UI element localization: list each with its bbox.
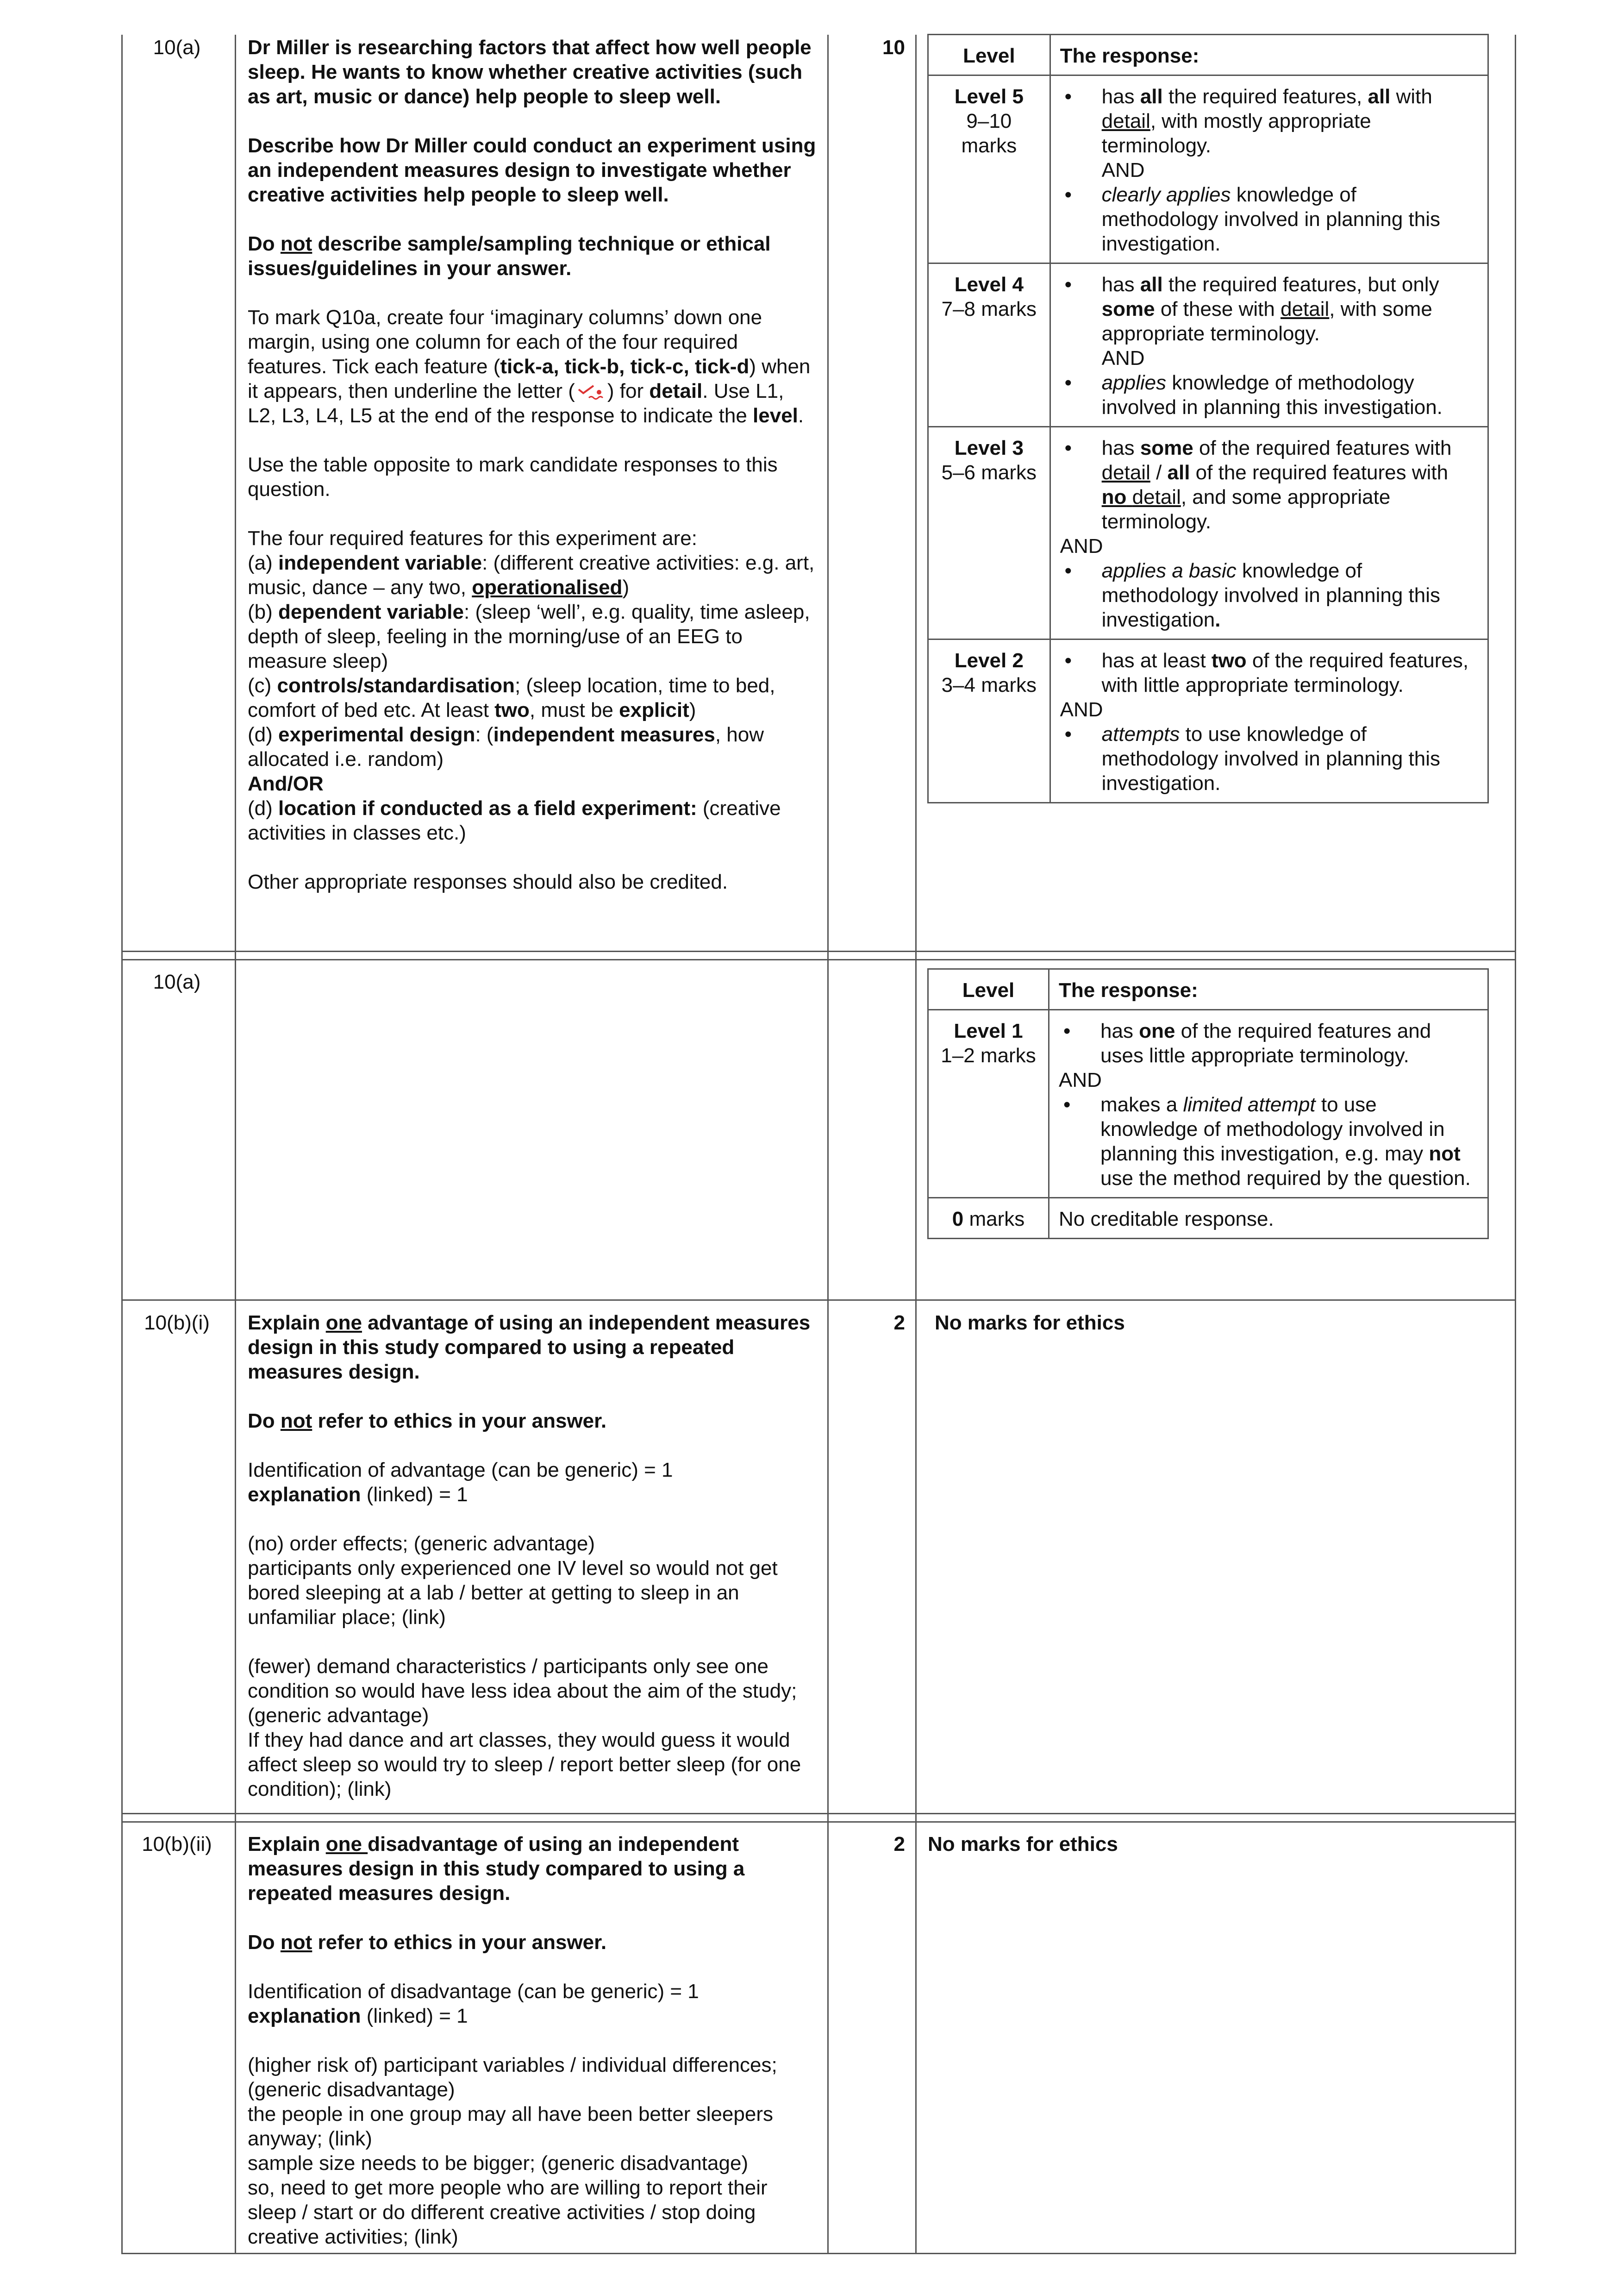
text: detail <box>1101 461 1150 484</box>
text: not <box>280 1410 312 1432</box>
text: detail <box>1101 110 1150 132</box>
text: attempts <box>1101 723 1180 746</box>
text: : (different creative activities: e.g. art, music, dance – any two, <box>248 552 815 599</box>
text: (d) <box>248 723 278 746</box>
text: no <box>1101 486 1127 508</box>
text: ) when it appears, then underline the letter ( <box>248 355 811 402</box>
text: with <box>1390 85 1432 108</box>
question-number: 10(a) <box>153 36 201 59</box>
text: (linked) = 1 <box>361 2005 468 2027</box>
level-name: Level 1 <box>954 1020 1023 1042</box>
text: not <box>280 1931 312 1954</box>
mark-allocation: Identification of disadvantage (can be generic) = 1 <box>248 1980 699 2003</box>
criterion <box>1102 558 1478 632</box>
text: has <box>1101 85 1140 108</box>
table-header-row <box>928 35 1488 75</box>
text: Do <box>248 1410 281 1432</box>
ethics-note: No marks for ethics <box>935 1311 1125 1334</box>
level-marks: 5–6 marks <box>941 461 1037 484</box>
text: the required features, <box>1162 85 1368 108</box>
mark-allocation <box>248 2004 817 2028</box>
text: of the required features and uses little appropriate terminology. <box>1100 1020 1431 1067</box>
text: applies a basic <box>1101 559 1237 582</box>
use-table-note: Use the table opposite to mark candidate responses to this question. <box>248 453 778 501</box>
grid-line <box>235 35 236 2254</box>
level-marks: 9–10 marks <box>961 110 1017 157</box>
text: marks <box>963 1208 1025 1230</box>
text: of the required features, with little appropriate terminology. <box>1101 649 1469 696</box>
text: 0 <box>952 1208 964 1230</box>
row-divider <box>121 2253 1516 2254</box>
and-label: AND <box>1060 535 1103 558</box>
level-name: Level 5 <box>954 85 1024 108</box>
level-5-cell <box>928 75 1050 263</box>
question-number: 10(a) <box>153 971 201 993</box>
text <box>1126 486 1132 508</box>
text: to use knowledge of methodology involved in planning this investigation, e.g. may <box>1100 1093 1445 1165</box>
level-1-cell <box>928 1010 1049 1198</box>
text: limited attempt <box>1183 1093 1316 1116</box>
level-name: Level 4 <box>954 273 1024 296</box>
row-divider <box>121 1813 1516 1814</box>
criterion <box>1102 84 1478 182</box>
text: explicit <box>619 699 689 721</box>
text: . <box>1215 608 1221 631</box>
question-text-10bii <box>248 1832 817 2249</box>
row-divider <box>121 1821 1516 1823</box>
feature-c <box>248 673 817 722</box>
grid-line <box>121 35 123 2254</box>
criterion <box>1102 370 1478 420</box>
header-level: Level <box>928 969 1049 1010</box>
other-responses-note: Other appropriate responses should also be credited. <box>248 871 728 893</box>
answer-point: the people in one group may all have been better sleepers anyway; (link) <box>248 2103 773 2150</box>
text: not <box>280 232 312 255</box>
feature-b <box>248 600 817 673</box>
text: Explain <box>248 1311 326 1334</box>
header-response: The response: <box>1049 969 1488 1010</box>
text: detail <box>1280 298 1330 320</box>
text: ) <box>689 699 696 721</box>
text: (d) <box>248 797 278 820</box>
level-5-desc <box>1050 75 1488 263</box>
text: , and some appropriate terminology. <box>1101 486 1391 533</box>
level-3-cell <box>928 427 1050 639</box>
text: has at least <box>1101 649 1212 672</box>
criterion <box>1102 648 1478 697</box>
question-instruction <box>248 1930 817 1955</box>
header-response: The response: <box>1050 35 1488 75</box>
answer-point: If they had dance and art classes, they would guess it would affect sleep so would try to sleep / report better sleep (for one condition); (link) <box>248 1729 801 1800</box>
level-2-row <box>928 639 1488 803</box>
answer-point: so, need to get more people who are willing to report their sleep / start or do different creative activities / stop doing creative activities; (link) <box>248 2176 768 2248</box>
criterion <box>1100 1092 1478 1191</box>
levels-table-continued <box>927 968 1489 1239</box>
text: explanation <box>248 1483 361 1506</box>
criterion <box>1102 722 1478 796</box>
level-marks: 7–8 marks <box>941 298 1037 320</box>
marks-total: 2 <box>893 1311 905 1334</box>
level-3-row <box>928 427 1488 639</box>
text: tick-a, tick-b, tick-c, tick-d <box>500 355 750 378</box>
question-prompt <box>248 1310 817 1384</box>
text: describe sample/sampling technique or ethical issues/guidelines in your answer. <box>248 232 771 280</box>
text: ; (sleep location, time to bed, comfort of bed etc. At least <box>248 674 775 721</box>
answer-point: (fewer) demand characteristics / participants only see one condition so would have less idea about the aim of the study; (generic advantage) <box>248 1655 797 1727</box>
table-header-row <box>928 969 1488 1010</box>
text: . Use L1, L2, L3, L4, L5 at the end of the response to indicate the <box>248 380 784 427</box>
question-intro: Dr Miller is researching factors that affect how well people sleep. He wants to know whether creative activities (such as art, music or dance) help people to sleep well. <box>248 36 812 108</box>
text: one <box>325 1311 362 1334</box>
text: , how allocated i.e. random) <box>248 723 764 771</box>
text: : (sleep ‘well’, e.g. quality, time asleep, depth of sleep, feeling in the morning/use of an EEG to measure sleep) <box>248 601 810 672</box>
text: advantage of using an independent measures design in this study compared to using a repeated measures design. <box>248 1311 811 1383</box>
level-1-desc <box>1049 1010 1488 1198</box>
grid-line <box>827 35 829 2254</box>
text: ) for <box>607 380 650 402</box>
text: of the required features with <box>1190 461 1449 484</box>
text: location if conducted as a field experiment: <box>278 797 697 820</box>
text: one <box>325 1833 368 1855</box>
text: of these with <box>1155 298 1281 320</box>
text: one <box>1139 1020 1175 1042</box>
criterion <box>1102 272 1478 370</box>
text: (creative activities in classes etc.) <box>248 797 781 844</box>
text: knowledge of methodology involved in planning this investigation. <box>1101 371 1443 419</box>
text: use the method required by the question. <box>1100 1167 1471 1190</box>
row-divider <box>121 951 1516 952</box>
text: controls/standardisation <box>277 674 515 697</box>
answer-point: (no) order effects; (generic advantage) <box>248 1532 595 1555</box>
text: detail <box>1132 486 1181 508</box>
level-4-desc <box>1050 263 1488 427</box>
text: two <box>494 699 530 721</box>
text: independent variable <box>278 552 482 574</box>
text: all <box>1368 85 1391 108</box>
criterion <box>1102 436 1478 534</box>
question-number: 10(b)(i) <box>144 1311 210 1334</box>
text: (linked) = 1 <box>361 1483 468 1506</box>
question-task: Describe how Dr Miller could conduct an experiment using an independent measures design to investigate whether creative activities help people to sleep well. <box>248 134 816 206</box>
text: all <box>1140 85 1163 108</box>
ethics-note: No marks for ethics <box>928 1833 1118 1855</box>
and-label: AND <box>1060 698 1103 721</box>
text: operationalised <box>472 576 623 599</box>
text: , with some appropriate terminology. <box>1101 298 1432 345</box>
level-0-cell <box>928 1198 1049 1239</box>
marking-guidance <box>248 305 817 428</box>
text: not <box>1429 1142 1461 1165</box>
level-0-desc: No creditable response. <box>1049 1198 1488 1239</box>
row-divider <box>121 959 1516 960</box>
text: : ( <box>475 723 493 746</box>
text: Do <box>248 232 281 255</box>
text: . <box>798 404 804 427</box>
criterion <box>1102 182 1478 256</box>
text: (c) <box>248 674 277 697</box>
text: applies <box>1101 371 1167 394</box>
question-prompt <box>248 1832 817 1906</box>
text: two <box>1211 649 1247 672</box>
text: independent measures <box>493 723 715 746</box>
text: , with mostly appropriate terminology. <box>1101 110 1371 157</box>
level-5-row <box>928 75 1488 263</box>
level-marks: 3–4 marks <box>941 674 1037 696</box>
text: (b) <box>248 601 278 623</box>
tick-underline-icon <box>575 383 607 401</box>
text: has <box>1101 273 1140 296</box>
question-text-10bi <box>248 1310 817 1801</box>
text: disadvantage of using an independent measures design in this study compared to using a repeated measures design. <box>248 1833 745 1905</box>
text: To mark Q10a, create four ‘imaginary columns’ down one margin, using one column for each of the four required features. Tick each feature ( <box>248 306 762 378</box>
and-or: And/OR <box>248 772 324 795</box>
levels-table <box>927 34 1489 803</box>
answer-point: participants only experienced one IV level so would not get bored sleeping at a lab / better at getting to sleep in an unfamiliar place; (link) <box>248 1557 778 1629</box>
mark-allocation <box>248 1482 817 1507</box>
text: some <box>1101 298 1155 320</box>
level-0-row <box>928 1198 1488 1239</box>
level-marks: 1–2 marks <box>941 1044 1036 1067</box>
feature-a <box>248 551 817 600</box>
level-4-row <box>928 263 1488 427</box>
text: the required features, but only <box>1162 273 1439 296</box>
text: AND <box>1101 347 1145 370</box>
text: dependent variable <box>278 601 464 623</box>
feature-d-alt <box>248 796 817 845</box>
text: has <box>1100 1020 1139 1042</box>
text: all <box>1140 273 1163 296</box>
header-level: Level <box>928 35 1050 75</box>
grid-line <box>1515 35 1516 2254</box>
criterion <box>1100 1019 1478 1068</box>
answer-point: sample size needs to be bigger; (generic disadvantage) <box>248 2152 749 2175</box>
row-divider <box>121 1299 1516 1301</box>
and-label: AND <box>1059 1069 1102 1091</box>
question-text-10a <box>248 35 817 894</box>
text: experimental design <box>278 723 475 746</box>
level-3-desc <box>1050 427 1488 639</box>
level-4-cell <box>928 263 1050 427</box>
text: Do <box>248 1931 281 1954</box>
text: has <box>1101 437 1140 459</box>
level-name: Level 3 <box>954 437 1024 459</box>
feature-d <box>248 722 817 771</box>
level-1-row <box>928 1010 1488 1198</box>
text: all <box>1167 461 1190 484</box>
marks-total: 10 <box>882 36 905 59</box>
text: , must be <box>529 699 619 721</box>
text: to use knowledge of methodology involved in planning this investigation. <box>1101 723 1441 795</box>
grid-line <box>915 35 917 2254</box>
text: / <box>1150 461 1168 484</box>
text: some <box>1140 437 1193 459</box>
text: AND <box>1101 159 1145 182</box>
level-2-cell <box>928 639 1050 803</box>
text: ) <box>622 576 630 599</box>
mark-allocation: Identification of advantage (can be generic) = 1 <box>248 1459 673 1481</box>
level-name: Level 2 <box>954 649 1024 672</box>
text: explanation <box>248 2005 361 2027</box>
marks-total: 2 <box>893 1833 905 1855</box>
text: clearly applies <box>1101 183 1231 206</box>
answer-point: (higher risk of) participant variables / individual differences; (generic disadvantage) <box>248 2054 777 2101</box>
question-number: 10(b)(ii) <box>142 1833 212 1855</box>
text: Explain <box>248 1833 326 1855</box>
text: level <box>753 404 798 427</box>
text: knowledge of methodology involved in planning this investigation <box>1101 559 1441 631</box>
text: detail <box>649 380 703 402</box>
text: refer to ethics in your answer. <box>312 1410 607 1432</box>
text: refer to ethics in your answer. <box>312 1931 607 1954</box>
question-instruction <box>248 1409 817 1433</box>
question-instruction <box>248 232 817 281</box>
level-2-desc <box>1050 639 1488 803</box>
features-intro: The four required features for this experiment are: <box>248 527 697 550</box>
text: of the required features with <box>1193 437 1452 459</box>
text: (a) <box>248 552 278 574</box>
text: makes a <box>1100 1093 1183 1116</box>
text: knowledge of methodology involved in planning this investigation. <box>1101 183 1441 255</box>
